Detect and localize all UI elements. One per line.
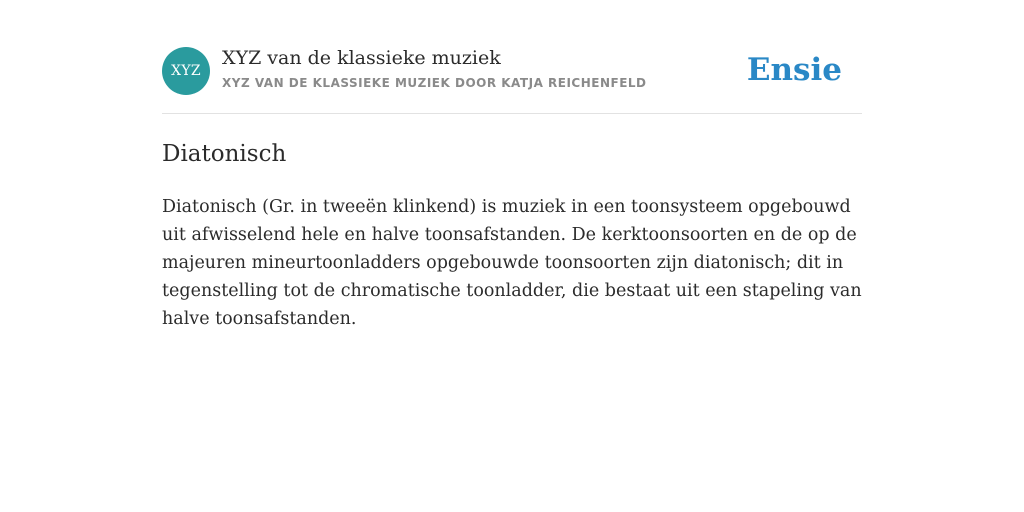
source-subtitle: XYZ VAN DE KLASSIEKE MUZIEK DOOR KATJA REICHENFELD [222,76,647,90]
entry-title: Diatonisch [162,141,287,167]
source-header [162,0,862,114]
content-container [162,0,862,333]
ensie-logo-link[interactable]: Ensie [746,52,842,88]
source-avatar[interactable]: XYZ [162,47,210,95]
entry-definition: Diatonisch (Gr. in tweeën klinkend) is muziek in een toonsysteem opgebouwd uit afwisselend hele en halve toonsafstanden. De kerktoonsoorten en de op de majeuren mineurtoonladders opgebouwde toonsoorten zijn diatonisch; dit in tegenstelling tot de chromatische toonladder, die bestaat uit een stapeling van halve toonsafstanden. [162,197,862,329]
source-title-link[interactable]: XYZ van de klassieke muziek [222,47,501,69]
